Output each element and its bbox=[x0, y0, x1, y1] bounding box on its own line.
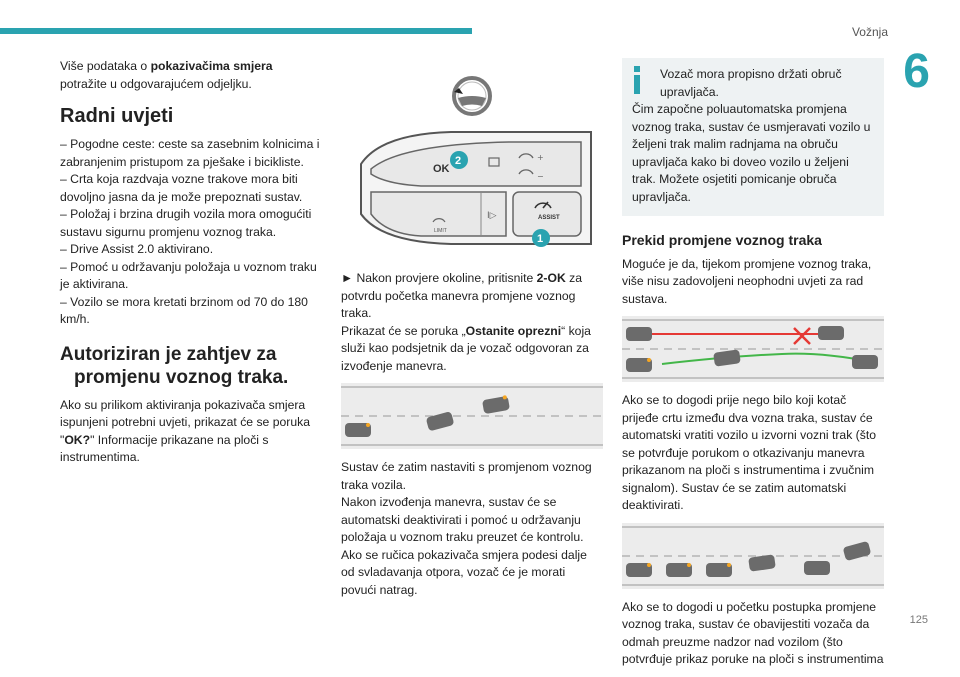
list-item: – Vozilo se mora kretati brzinom od 70 do 180 km/h. bbox=[60, 294, 308, 326]
pause-resume-icon bbox=[487, 211, 497, 221]
svg-text:−: − bbox=[537, 172, 544, 181]
list-item: – Pogodne ceste: ceste sa zasebnim kolnicima i zabranjenim pristupom za pješake i bicikliste. bbox=[60, 137, 320, 169]
info-box bbox=[622, 58, 884, 216]
car-icon bbox=[626, 563, 652, 577]
car-icon bbox=[852, 355, 878, 369]
car-icon bbox=[482, 395, 510, 414]
car-icon bbox=[426, 411, 455, 431]
car-icon bbox=[804, 561, 830, 575]
car-icon bbox=[818, 326, 844, 340]
intro-paragraph: Više podataka o pokazivačima smjera potražite u odgovarajućem odjeljku. bbox=[60, 59, 273, 91]
car-icon bbox=[626, 358, 652, 372]
page-number: 125 bbox=[909, 614, 928, 626]
assist-button-label: ASSIST bbox=[538, 215, 560, 221]
steering-controls-figure bbox=[341, 74, 603, 264]
lane-change-diagram bbox=[341, 383, 603, 449]
green-path bbox=[662, 354, 872, 364]
section-title: Vožnja bbox=[851, 25, 888, 39]
column-1 bbox=[60, 58, 322, 475]
car-icon bbox=[713, 349, 741, 366]
car-icon bbox=[666, 563, 692, 577]
limit-button-label: LIMIT bbox=[434, 228, 447, 234]
info-first-line: Vozač mora propisno držati obruč upravljača. bbox=[660, 67, 842, 99]
svg-text:I▷: I▷ bbox=[487, 211, 497, 221]
press-ok-step: ► Nakon provjere okoline, pritisnite 2-OK za potvrdu početka manevra promjene voznog traka. Prikazat će se poruka „Ostanite oprezni“ koja služi kao podsjetnik da je vozač odgovoran za izvođenje manevra. bbox=[341, 271, 591, 373]
early-interrupt-paragraph: Ako se to dogodi u početku postupka promjene voznog traka, sustav će obavijestiti vozača da odmah preuzme nadzor nad vozilom (što potvrđuje prikaz poruke na ploči s instrumentima bbox=[622, 599, 884, 666]
heading-authorized-request: Autoriziran je zahtjev za promjenu voznog traka. bbox=[60, 343, 289, 388]
interrupt-paragraph: Moguće je da, tijekom promjene voznog traka, više nisu zadovoljeni neophodni uvjeti za rad sustava. bbox=[622, 256, 872, 306]
cancelled-lane-change-diagram bbox=[622, 316, 884, 382]
list-item: – Crta koja razdvaja vozne trakove mora biti dovoljno jasna da je može prepoznati sustav. bbox=[60, 172, 303, 204]
svg-text:1: 1 bbox=[537, 233, 544, 245]
car-icon bbox=[748, 554, 776, 571]
info-icon bbox=[630, 66, 644, 94]
ok-message-paragraph: Ako su prilikom aktiviranja pokazivača smjera ispunjeni potrebni uvjeti, prikazat će se poruka "OK?" Informacije prikazane na ploči s instrumentima. bbox=[60, 397, 310, 464]
car-icon bbox=[345, 423, 371, 437]
list-item: – Pomoć u održavanju položaja u voznom traku je aktivirana. bbox=[60, 259, 317, 291]
car-icon bbox=[706, 563, 732, 577]
svg-text:2: 2 bbox=[455, 155, 462, 167]
cancel-cross-icon bbox=[794, 328, 810, 344]
car-icon bbox=[843, 540, 872, 560]
list-item: – Položaj i brzina drugih vozila mora omogućiti sustavu sigurnu promjenu voznog traka. bbox=[60, 207, 312, 239]
ok-button-label: OK bbox=[433, 163, 450, 175]
car-icon bbox=[626, 327, 652, 341]
steering-wheel-controls-illustration bbox=[341, 74, 603, 264]
chapter-number: 6 bbox=[903, 45, 930, 98]
header-accent-bar bbox=[0, 28, 472, 34]
column-3 bbox=[622, 58, 884, 677]
steering-wheel-icon bbox=[454, 78, 490, 114]
svg-text:+: + bbox=[537, 153, 544, 162]
continue-paragraph: Sustav će zatim nastaviti s promjenom voznog traka vozila. Nakon izvođenja manevra, sustav će se automatski deaktivirati i pomoć u održavanju položaja u voznom traku preuzet će kontrolu. Ako se ručica pokazivača smjera podesi dalje od svladavanja otpora, vozač će je morati povući natrag. bbox=[341, 460, 592, 597]
early-interrupt-diagram bbox=[622, 523, 884, 589]
heading-working-conditions: Radni uvjeti bbox=[60, 105, 174, 127]
column-2 bbox=[341, 74, 603, 607]
before-cross-paragraph: Ako se to dogodi prije nego bilo koji kotač prijeđe crtu između dva vozna traka, sustav će automatski vratiti vozilo u izvorni vozni trak (što se potvrđuje porukom o otkazivanju manevra prikazanom na ploči s instrumentima i zvučnim signalom). Sustav će se zatim automatski deaktivirati. bbox=[622, 393, 876, 512]
info-text: Čim započne poluautomatska promjena voznog traka, sustav će usmjeravati vozilo u željeni trak malim radnjama na obruču upravljača kako bi doveo vozilo u željeni trak. Možete osjetiti pomicanje obruča upravljača. bbox=[632, 102, 871, 204]
list-item: – Drive Assist 2.0 aktivirano. bbox=[60, 242, 214, 256]
conditions-list bbox=[60, 136, 322, 329]
heading-lane-change-interrupt: Prekid promjene voznog traka bbox=[622, 232, 822, 248]
